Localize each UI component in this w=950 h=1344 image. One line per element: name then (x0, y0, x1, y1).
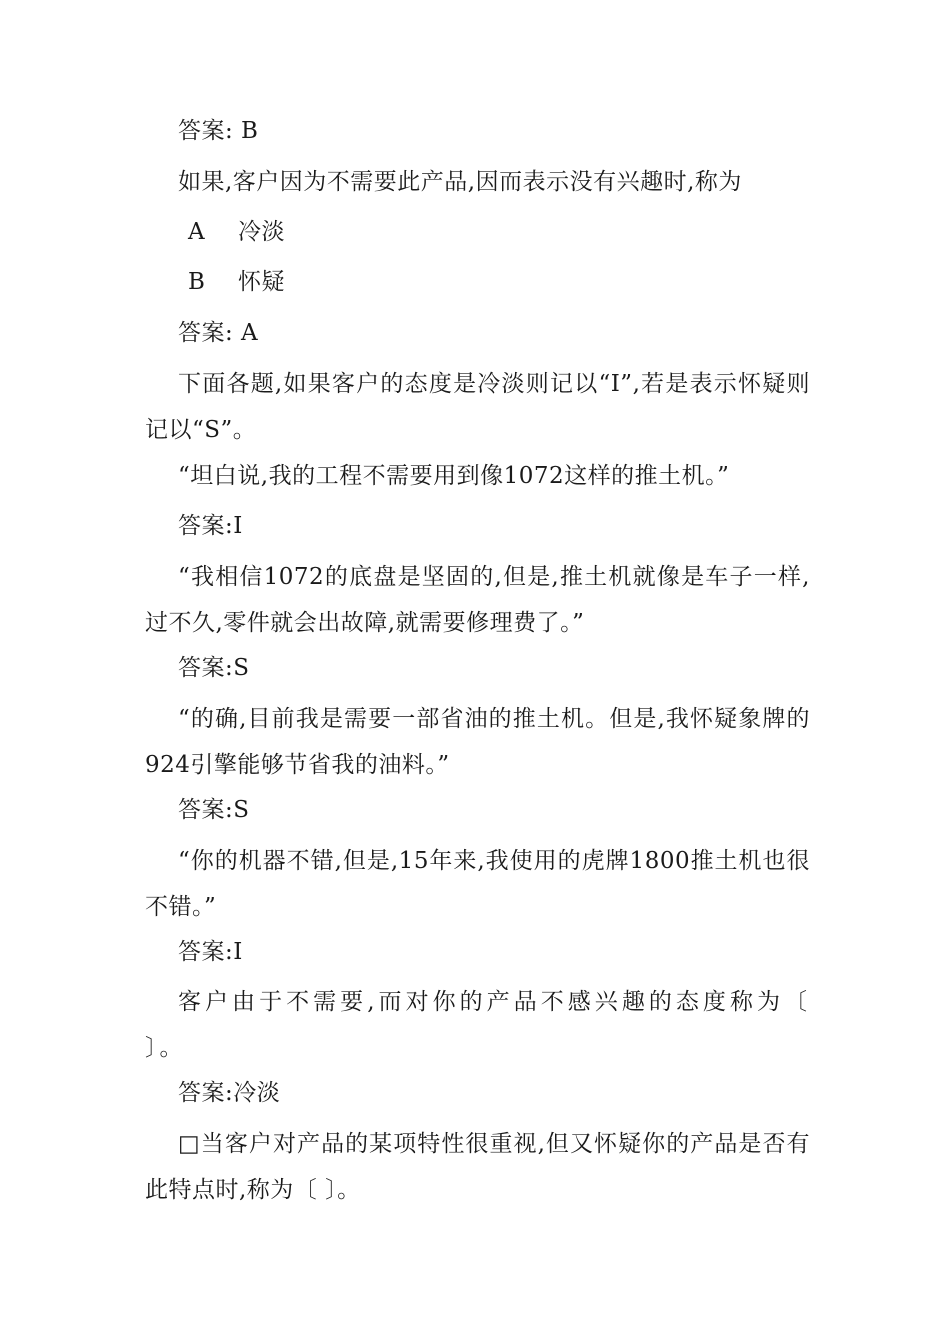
question-text: 如果,客户因为不需要此产品,因而表示没有兴趣时,称为 (178, 169, 742, 195)
answer-line: 答案:I (178, 513, 243, 539)
option-text: 怀疑 (238, 269, 285, 295)
quote-text: “坦白说,我的工程不需要用到像1072这样的推土机。” (178, 463, 730, 489)
quote-paragraph: “的确,目前我是需要一部省油的推土机。但是,我怀疑象牌的924引擎能够节省我的油料。” (145, 706, 810, 778)
question-paragraph: □当客户对产品的某项特性很重视,但又怀疑你的产品是否有此特点时,称为〔 〕。 (145, 1131, 810, 1203)
question-paragraph: 客户由于不需要,而对你的产品不感兴趣的态度称为〔 〕。 (145, 989, 810, 1061)
instruction-paragraph: 下面各题,如果客户的态度是冷淡则记以“I”,若是表示怀疑则记以“S”。 (145, 371, 810, 443)
option-text: 冷淡 (238, 219, 285, 245)
option-letter: B (188, 269, 206, 295)
quote-paragraph: “你的机器不错,但是,15年来,我使用的虎牌1800推土机也很不错。” (145, 848, 810, 920)
answer-line: 答案: B (178, 118, 259, 144)
answer-line: 答案:冷淡 (178, 1080, 281, 1106)
option-b (188, 259, 853, 305)
answer-line: 答案:S (178, 797, 250, 823)
option-letter: A (188, 219, 206, 245)
answer-line: 答案: A (178, 320, 259, 346)
quote-paragraph: “我相信1072的底盘是坚固的,但是,推土机就像是车子一样,过不久,零件就会出故障,就需要修理费了。” (145, 564, 810, 636)
option-a (188, 209, 853, 255)
answer-line: 答案:S (178, 655, 250, 681)
answer-line: 答案:I (178, 939, 243, 965)
